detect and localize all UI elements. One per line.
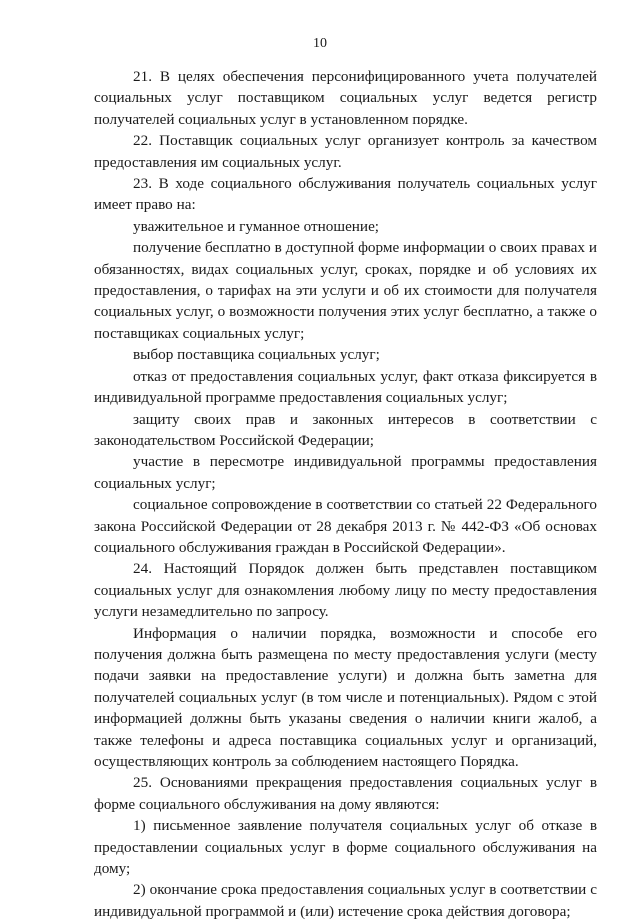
termination-item-1: 1) письменное заявление получателя социальных услуг об отказе в предоставлении социальных услуг в форме социального обслуживания на дому; xyxy=(94,817,597,878)
right-item-social-support: социальное сопровождение в соответствии со статьей 22 Федерального закона Российской Федерации от 28 декабря 2013 г. № 442-ФЗ «Об основах социального обслуживания граждан в Российской Федерации». xyxy=(94,496,597,556)
document-body xyxy=(94,66,597,922)
paragraph-22: 22. Поставщик социальных услуг организует контроль за качеством предоставления им социальных услуг. xyxy=(94,132,597,171)
right-item-refusal: отказ от предоставления социальных услуг, факт отказа фиксируется в индивидуальной программе предоставления социальных услуг; xyxy=(94,367,597,407)
right-item-provider-choice: выбор поставщика социальных услуг; xyxy=(133,346,380,364)
right-item-respect: уважительное и гуманное отношение; xyxy=(133,217,380,235)
termination-item-2: 2) окончание срока предоставления социальных услуг в соответствии с индивидуальной программой и (или) истечение срока действия договора; xyxy=(94,881,597,920)
paragraph-24: 24. Настоящий Порядок должен быть представлен поставщиком социальных услуг для ознакомления любому лицу по месту предоставления услуги незамедлительно по запросу. xyxy=(94,560,597,621)
right-item-information: получение бесплатно в доступной форме информации о своих правах и обязанностях, видах социальных услуг, сроках, порядке и об условиях их предоставления, о тарифах на эти услуги и об их стоимости для получателя социальных услуг, о возможности получения этих услуг бесплатно, а также о поставщиках социальных услуг; xyxy=(94,239,597,342)
paragraph-21: 21. В целях обеспечения персонифицированного учета получателей социальных услуг поставщиком социальных услуг ведется регистр получателей социальных услуг в установленном порядке. xyxy=(94,68,597,128)
right-item-protection: защиту своих прав и законных интересов в соответствии с законодательством Российской Федерации; xyxy=(94,410,597,449)
paragraph-25: 25. Основаниями прекращения предоставления социальных услуг в форме социального обслуживания на дому являются: xyxy=(94,774,597,813)
page-number: 10 xyxy=(313,36,327,51)
right-item-program-review: участие в пересмотре индивидуальной программы предоставления социальных услуг; xyxy=(94,453,597,492)
paragraph-23: 23. В ходе социального обслуживания получатель социальных услуг имеет право на: xyxy=(94,175,597,214)
paragraph-information-placement: Информация о наличии порядка, возможности и способе его получения должна быть размещена по месту предоставления услуги (месту подачи заявки на предоставление услуги) и должна быть заметна для получателей социальных услуг (в том числе и потенциальных). Рядом с этой информацией должны быть указаны сведения о наличии книги жалоб, а также телефоны и адреса поставщика социальных услуг и организаций, осуществляющих контроль за соблюдением настоящего Порядка. xyxy=(94,624,597,770)
